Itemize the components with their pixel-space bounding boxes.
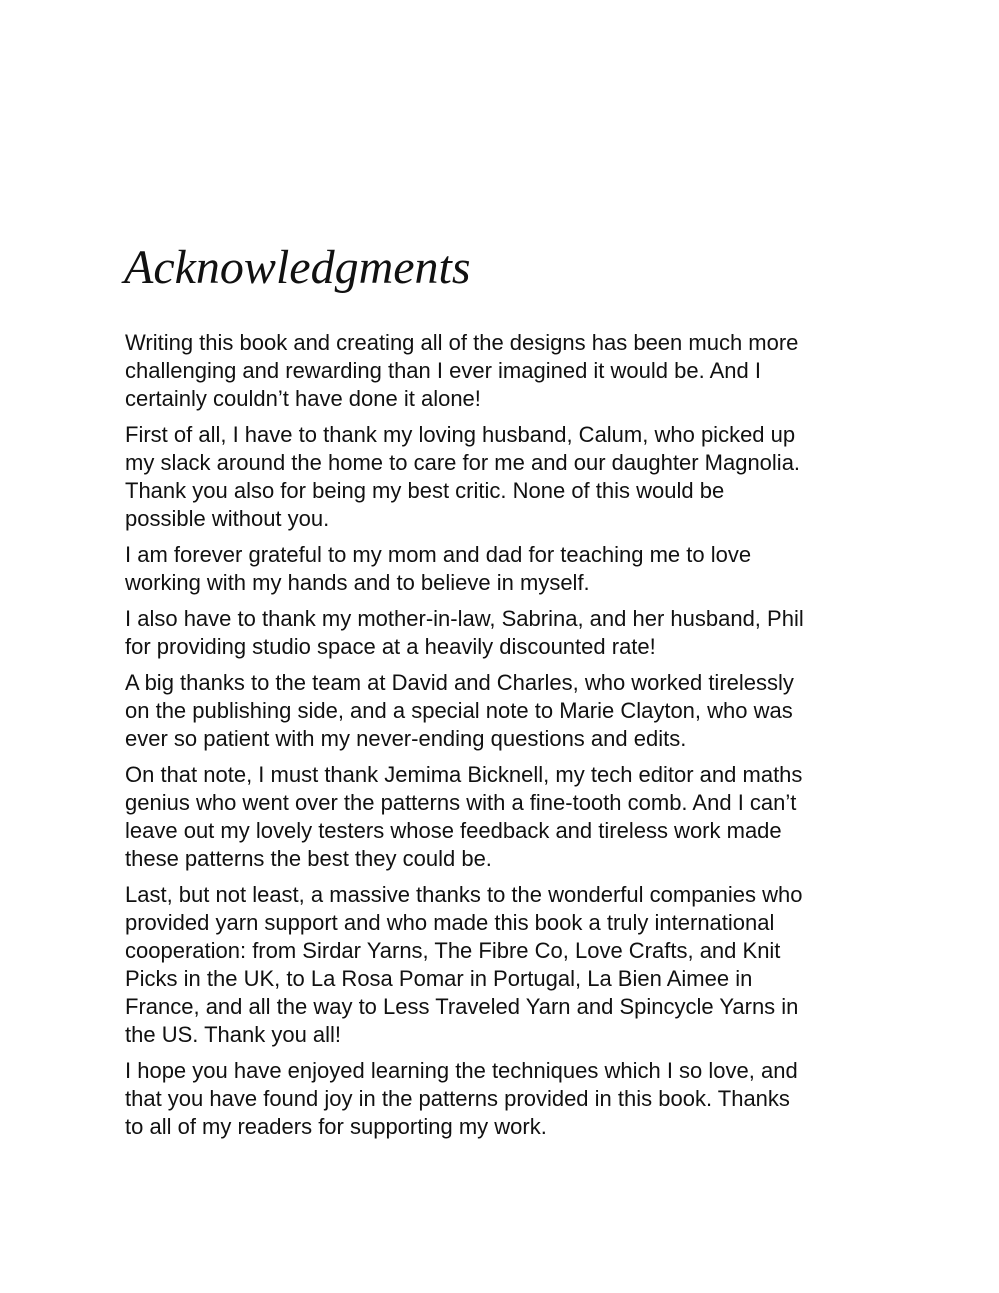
paragraph-editor xyxy=(125,761,877,873)
text-line: cooperation: from Sirdar Yarns, The Fibre Co, Love Crafts, and Knit xyxy=(125,938,781,963)
text-line: On that note, I must thank Jemima Bicknell, my tech editor and maths xyxy=(125,762,803,787)
text-line: leave out my lovely testers whose feedback and tireless work made xyxy=(125,818,782,843)
paragraph-in-laws xyxy=(125,605,877,661)
text-line: my slack around the home to care for me and our daughter Magnolia. xyxy=(125,450,801,475)
text-line: Thank you also for being my best critic. None of this would be xyxy=(125,478,725,503)
text-line: First of all, I have to thank my loving husband, Calum, who picked up xyxy=(125,422,796,447)
text-line: for providing studio space at a heavily discounted rate! xyxy=(125,634,656,659)
paragraph-yarn-support xyxy=(125,881,877,1049)
text-line: Writing this book and creating all of the designs has been much more xyxy=(125,330,799,355)
text-line: possible without you. xyxy=(125,506,330,531)
paragraph-husband xyxy=(125,421,877,533)
text-line: Picks in the UK, to La Rosa Pomar in Portugal, La Bien Aimee in xyxy=(125,966,753,991)
text-line: I hope you have enjoyed learning the techniques which I so love, and xyxy=(125,1058,798,1083)
text-line: challenging and rewarding than I ever imagined it would be. And I xyxy=(125,358,761,383)
text-line: these patterns the best they could be. xyxy=(125,846,492,871)
text-line: A big thanks to the team at David and Charles, who worked tirelessly xyxy=(125,670,794,695)
paragraph-parents xyxy=(125,541,877,597)
paragraph-intro xyxy=(125,329,877,413)
text-line: working with my hands and to believe in myself. xyxy=(125,570,590,595)
text-line: that you have found joy in the patterns provided in this book. Thanks xyxy=(125,1086,790,1111)
text-line: provided yarn support and who made this book a truly international xyxy=(125,910,775,935)
text-line: I am forever grateful to my mom and dad for teaching me to love xyxy=(125,542,752,567)
text-line: Last, but not least, a massive thanks to the wonderful companies who xyxy=(125,882,803,907)
body-text xyxy=(125,329,877,1149)
text-line: ever so patient with my never-ending questions and edits. xyxy=(125,726,687,751)
text-line: France, and all the way to Less Traveled Yarn and Spincycle Yarns in xyxy=(125,994,799,1019)
text-line: the US. Thank you all! xyxy=(125,1022,342,1047)
paragraph-publisher xyxy=(125,669,877,753)
text-line: to all of my readers for supporting my work. xyxy=(125,1114,547,1139)
text-line: on the publishing side, and a special note to Marie Clayton, who was xyxy=(125,698,793,723)
text-line: genius who went over the patterns with a fine-tooth comb. And I can’t xyxy=(125,790,797,815)
text-line: certainly couldn’t have done it alone! xyxy=(125,386,481,411)
text-line: I also have to thank my mother-in-law, Sabrina, and her husband, Phil xyxy=(125,606,804,631)
paragraph-readers xyxy=(125,1057,877,1141)
page-title: Acknowledgments xyxy=(124,241,471,294)
